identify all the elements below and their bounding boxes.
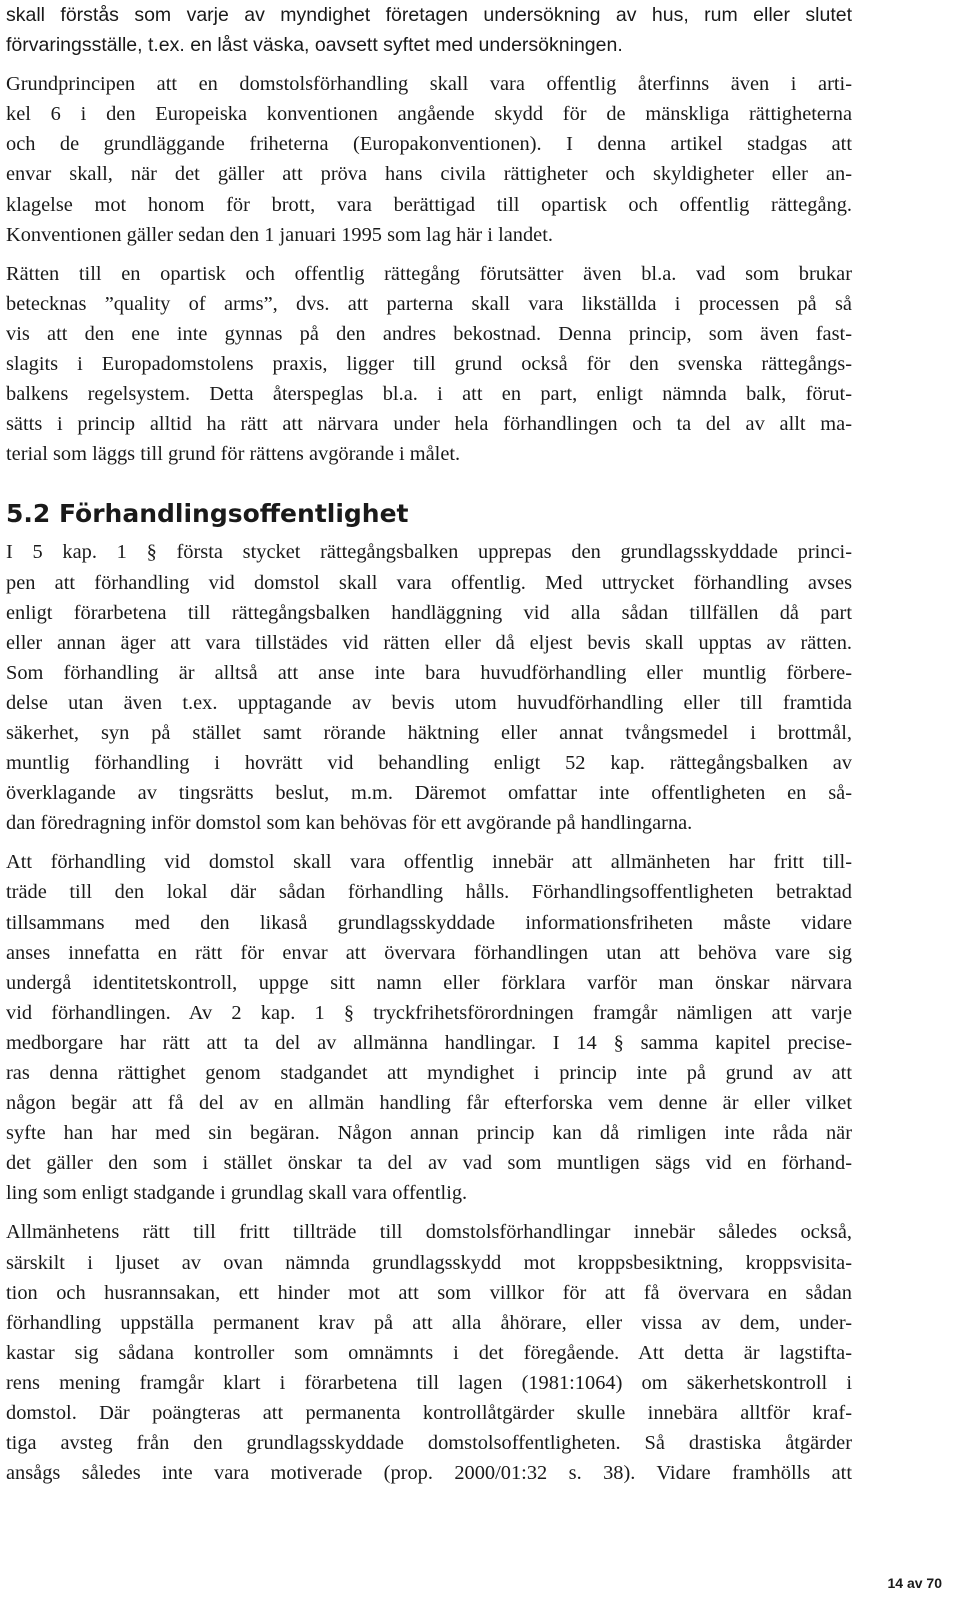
text-line: någon begär att få del av en allmän handling får efterforska vem denne är eller vilket xyxy=(6,1092,852,1115)
text-line: Grundprincipen att en domstolsförhandling skall vara offentlig återfinns även i arti- xyxy=(6,73,852,96)
text-line: förhandling uppställa permanent krav på att alla åhörare, eller vissa av dem, under- xyxy=(6,1311,852,1334)
text-line: träde till den lokal där sådan förhandling hålls. Förhandlingsoffentligheten betraktad xyxy=(6,881,852,904)
text-line: dan föredragning inför domstol som kan behövas för ett avgörande på handlingarna. xyxy=(6,812,693,835)
text-line: rens mening framgår klart i förarbetena till lagen (1981:1064) om säkerhetskontroll i xyxy=(6,1371,852,1394)
text-line: skall förstås som varje av myndighet företagen undersökning av hus, rum eller slutet xyxy=(6,4,852,26)
text-line: eller annan äger att vara tillstädes vid rätten eller då eljest bevis skall upptas av rätten. xyxy=(6,631,852,654)
text-line: säkerhet, syn på stället samt rörande häktning eller annat tvångsmedel i brottmål, xyxy=(6,721,852,744)
section-heading: 5.2 Förhandlingsoffentlighet xyxy=(6,499,409,529)
text-line: det gäller den som i stället önskar ta del av vad som muntligen sägs vid en förhand- xyxy=(6,1152,852,1175)
text-line: delse utan även t.ex. upptagande av bevis utom huvudförhandling eller till framtida xyxy=(6,691,852,714)
text-line: Allmänhetens rätt till fritt tillträde till domstolsförhandlingar innebär således också, xyxy=(6,1221,852,1244)
text-line: tion och husrannsakan, ett hinder mot att som villkor för att få övervara en sådan xyxy=(6,1281,852,1304)
text-line: ansågs således inte vara motiverade (prop. 2000/01:32 s. 38). Vidare framhölls att xyxy=(6,1462,852,1485)
text-line: kastar sig sådana kontroller som omnämnts i det föregående. Att detta är lagstifta- xyxy=(6,1341,852,1364)
text-line: sätts i princip alltid ha rätt att närvara under hela förhandlingen och ta del av allt ma- xyxy=(6,413,852,436)
text-line: särskilt i ljuset av ovan nämnda grundlagsskydd mot kroppsbesiktning, kroppsvisita- xyxy=(6,1251,852,1274)
text-line: ras denna rättighet genom stadgandet att myndighet i princip inte på grund av att xyxy=(6,1062,852,1084)
text-line: Som förhandling är alltså att anse inte bara huvudförhandling eller muntlig förbere- xyxy=(6,661,852,684)
text-line: undergå identitetskontroll, uppge sitt namn eller förklara varför man önskar närvara xyxy=(6,971,852,994)
text-line: balkens regelsystem. Detta återspeglas bl.a. i att en part, enligt nämnda balk, förut- xyxy=(6,383,852,406)
text-line: betecknas ”quality of arms”, dvs. att parterna skall vara likställda i processen på så xyxy=(6,292,852,315)
text-line: tillsammans med den likaså grundlagsskyddade informationsfriheten måste vidare xyxy=(6,911,852,934)
paragraph-6 xyxy=(6,1217,852,1488)
text-line: och de grundläggande friheterna (Europakonventionen). I denna artikel stadgas att xyxy=(6,133,852,156)
text-line: Att förhandling vid domstol skall vara offentlig innebär att allmänheten har fritt till- xyxy=(6,851,852,874)
text-line: vid förhandlingen. Av 2 kap. 1 § tryckfrihetsförordningen framgår nämligen att varje xyxy=(6,1001,852,1024)
text-line: syfte han har med sin begäran. Någon annan princip kan då rimligen inte råda när xyxy=(6,1122,852,1145)
paragraph-2 xyxy=(6,69,852,250)
text-line: ling som enligt stadgande i grundlag skall vara offentlig. xyxy=(6,1182,468,1205)
paragraph-4 xyxy=(6,537,852,838)
text-line: vis att den ene inte gynnas på den andres bekostnad. Denna princip, som även fast- xyxy=(6,322,852,345)
text-line: enligt förarbetena till rättegångsbalken handläggning vid alla sådan tillfällen då part xyxy=(6,601,852,624)
text-line: envar skall, när det gäller att pröva hans civila rättigheter och skyldigheter eller an- xyxy=(6,163,852,186)
text-line: Konventionen gäller sedan den 1 januari 1995 som lag här i landet. xyxy=(6,223,553,246)
text-line: Rätten till en opartisk och offentlig rättegång förutsätter även bl.a. vad som brukar xyxy=(6,262,852,285)
text-line: I 5 kap. 1 § första stycket rättegångsbalken upprepas den grundlagsskyddade princi- xyxy=(6,541,852,564)
text-line: slagits i Europadomstolens praxis, ligger till grund också för den svenska rättegångs- xyxy=(6,353,852,376)
text-line: pen att förhandling vid domstol skall vara offentlig. Med uttrycket förhandling avses xyxy=(6,571,852,594)
text-line: klagelse mot honom för brott, vara berättigad till opartisk och offentlig rättegång. xyxy=(6,193,852,216)
paragraph-3 xyxy=(6,259,852,470)
page-number: 14 av 70 xyxy=(887,1575,942,1591)
text-line: kel 6 i den Europeiska konventionen angående skydd för de mänskliga rättigheterna xyxy=(6,103,852,126)
paragraph-1 xyxy=(6,0,852,60)
paragraph-5 xyxy=(6,847,852,1208)
text-line: medborgare har rätt att ta del av allmänna handlingar. I 14 § samma kapitel precise- xyxy=(6,1031,852,1054)
text-line: förvaringsställe, t.ex. en låst väska, oavsett syftet med undersökningen. xyxy=(6,34,623,57)
text-line: muntlig förhandling i hovrätt vid behandling enligt 52 kap. rättegångsbalken av xyxy=(6,752,852,775)
text-line: tiga avsteg från den grundlagsskyddade domstolsoffentligheten. Så drastiska åtgärder xyxy=(6,1432,852,1455)
text-line: överklagande av tingsrätts beslut, m.m. Däremot omfattar inte offentligheten en så- xyxy=(6,782,852,805)
text-line: terial som läggs till grund för rättens avgörande i målet. xyxy=(6,443,461,466)
text-line: anses innefatta en rätt för envar att övervara förhandlingen utan att behöva vare sig xyxy=(6,941,852,964)
text-line: domstol. Där poängteras att permanenta kontrollåtgärder skulle innebära alltför kraf- xyxy=(6,1402,852,1425)
document-page xyxy=(6,0,852,1488)
